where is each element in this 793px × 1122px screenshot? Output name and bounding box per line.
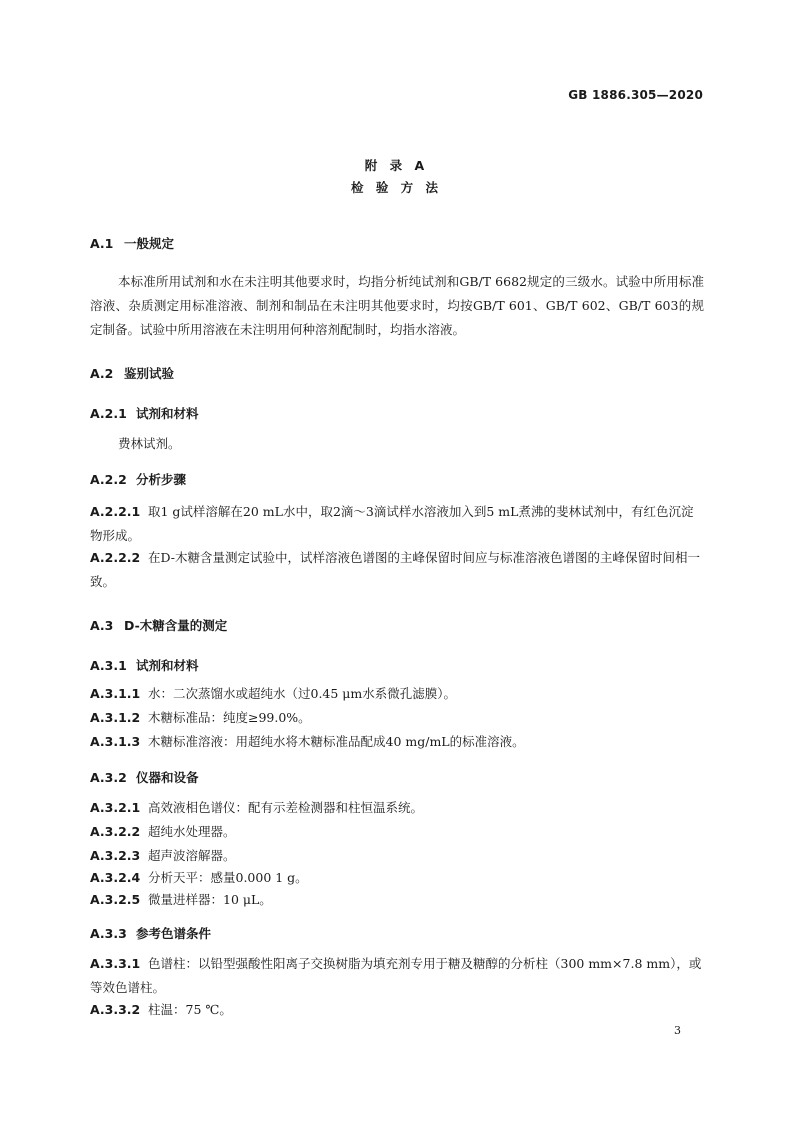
heading-title: 分析步骤 (136, 472, 187, 487)
item-number: A.3.2.5 (90, 892, 141, 907)
paragraph-a1: 本标准所用试剂和水在未注明其他要求时，均指分析纯试剂和GB/T 6682规定的三级水。试验中所用标准溶液、杂质测定用标准溶液、制剂和制品在未注明其他要求时，均按GB/T 601、GB/T 602、GB/T 603的规定制备。试验中所用溶液在未注明用何种溶剂配制时，均指水溶液。 (90, 274, 704, 337)
item-text: 木糖标准品：纯度≥99.0%。 (148, 710, 311, 725)
item-text: 超声波溶解器。 (148, 848, 236, 863)
item-text: 色谱柱：以铅型强酸性阳离子交换树脂为填充剂专用于糖及糖醇的分析柱（300 mm×7.8 mm），或等效色谱柱。 (90, 956, 702, 995)
item-a321 (90, 796, 704, 820)
item-number: A.3.3.2 (90, 1002, 141, 1017)
item-text: 在D-木糖含量测定试验中，试样溶液色谱图的主峰保留时间应与标准溶液色谱图的主峰保留时间相一致。 (90, 550, 700, 589)
item-number: A.3.2.2 (90, 824, 141, 839)
item-a332 (90, 998, 704, 1022)
heading-number: A.2.1 (90, 406, 127, 421)
heading-title: 参考色谱条件 (136, 926, 212, 941)
item-a331 (90, 952, 704, 1000)
item-text: 超纯水处理器。 (148, 824, 236, 839)
item-number: A.3.2.3 (90, 848, 141, 863)
item-a222 (90, 546, 704, 594)
heading-a22 (90, 470, 186, 488)
item-number: A.2.2.2 (90, 550, 141, 565)
item-a311 (90, 682, 704, 706)
heading-number: A.3 (90, 618, 114, 633)
item-number: A.3.2.4 (90, 870, 141, 885)
item-text: 水：二次蒸馏水或超纯水（过0.45 μm水系微孔滤膜）。 (148, 686, 457, 701)
heading-title: 仪器和设备 (136, 770, 199, 785)
heading-a32 (90, 768, 199, 786)
heading-a33 (90, 924, 211, 942)
heading-number: A.2 (90, 366, 114, 381)
heading-number: A.3.3 (90, 926, 127, 941)
heading-title: 鉴别试验 (124, 366, 175, 381)
heading-a3 (90, 616, 227, 634)
item-a312 (90, 706, 704, 730)
item-text: 取1 g试样溶解在20 mL水中，取2滴～3滴试样水溶液加入到5 mL煮沸的斐林试剂中，有红色沉淀物形成。 (90, 504, 694, 543)
appendix-subtitle: 检 验 方 法 (350, 180, 443, 195)
item-number: A.2.2.1 (90, 504, 141, 519)
appendix-title: 附 录 A (364, 158, 429, 173)
item-text: 木糖标准溶液：用超纯水将木糖标准品配成40 mg/mL的标准溶液。 (148, 734, 525, 749)
item-number: A.3.2.1 (90, 800, 141, 815)
item-a221 (90, 500, 704, 548)
heading-title: D-木糖含量的测定 (124, 618, 228, 633)
heading-a31 (90, 656, 199, 674)
heading-number: A.3.1 (90, 658, 127, 673)
heading-a2 (90, 364, 174, 382)
item-a324 (90, 866, 704, 890)
heading-a1 (90, 234, 174, 252)
item-text: 微量进样器：10 μL。 (148, 892, 272, 907)
item-a322 (90, 820, 704, 844)
heading-number: A.3.2 (90, 770, 127, 785)
item-number: A.3.3.1 (90, 956, 141, 971)
item-a313 (90, 730, 704, 754)
item-number: A.3.1.1 (90, 686, 141, 701)
heading-title: 试剂和材料 (136, 658, 199, 673)
item-text: 分析天平：感量0.000 1 g。 (148, 870, 308, 885)
heading-number: A.1 (90, 236, 114, 251)
item-number: A.3.1.2 (90, 710, 141, 725)
item-a323 (90, 844, 704, 868)
heading-title: 一般规定 (124, 236, 175, 251)
heading-number: A.2.2 (90, 472, 127, 487)
item-text: 高效液相色谱仪：配有示差检测器和柱恒温系统。 (148, 800, 424, 815)
page-number: 3 (674, 1024, 681, 1037)
heading-title: 试剂和材料 (136, 406, 199, 421)
item-a325 (90, 888, 704, 912)
item-number: A.3.1.3 (90, 734, 141, 749)
item-text: 柱温：75 ℃。 (148, 1002, 232, 1017)
heading-a21 (90, 404, 199, 422)
standard-number: GB 1886.305—2020 (568, 88, 703, 102)
paragraph-a21: 费林试剂。 (118, 436, 181, 451)
